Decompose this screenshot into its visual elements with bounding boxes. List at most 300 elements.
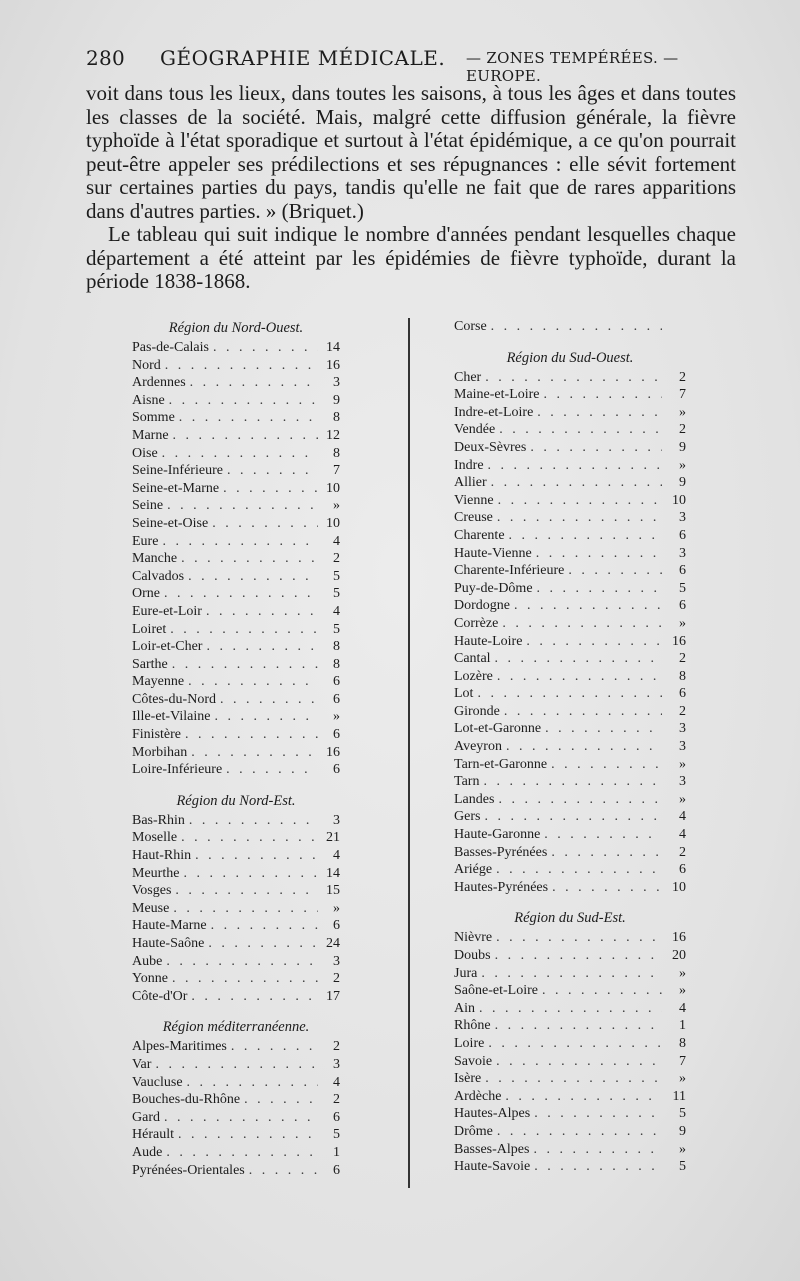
paragraph-1: voit dans tous les lieux, dans toutes les saisons, à tous les âges et dans toutes les classes de la société. Mais, malgré cette diffusion générale, la fièvre typhoïde à l'état sporadique et surtout à l'état épidémique, a ce qu'on pourrait peut-être appeler ses prédilections et ses répugnances : elle sévit fortement sur certaines parties du pays, tandis qu'elle ne fait que de rares apparitions dans d'autres parties. » (Briquet.) bbox=[86, 81, 736, 223]
epidemic-years: 6 bbox=[333, 691, 340, 707]
table-row bbox=[132, 427, 340, 445]
table-row bbox=[132, 480, 340, 498]
table-row bbox=[132, 812, 340, 830]
department-name: Haut-Rhin bbox=[132, 848, 192, 864]
epidemic-years: 3 bbox=[333, 375, 340, 391]
epidemic-years: 11 bbox=[672, 1088, 686, 1104]
leader-dots bbox=[173, 427, 318, 445]
table-row bbox=[132, 585, 340, 603]
department-name: Sarthe bbox=[132, 656, 168, 672]
region-title: Région du Nord-Est. bbox=[176, 792, 296, 809]
leader-dots bbox=[165, 357, 318, 375]
table-row bbox=[454, 965, 686, 983]
region-title: Région du Nord-Ouest. bbox=[168, 320, 304, 336]
epidemic-years: 2 bbox=[679, 703, 686, 719]
table-row bbox=[132, 550, 340, 568]
department-name: Nièvre bbox=[454, 930, 493, 946]
epidemic-years: 4 bbox=[679, 809, 686, 825]
table-row bbox=[454, 1053, 686, 1071]
table-row bbox=[454, 615, 686, 633]
department-name: Loir-et-Cher bbox=[132, 639, 203, 655]
epidemic-years: » bbox=[679, 1141, 686, 1157]
leader-dots bbox=[162, 533, 318, 551]
leader-dots bbox=[536, 545, 662, 563]
epidemic-years: 6 bbox=[333, 727, 340, 743]
table-row bbox=[132, 1144, 340, 1162]
department-name: Rhône bbox=[454, 1018, 491, 1034]
department-name: Maine-et-Loire bbox=[454, 387, 540, 403]
table-row bbox=[132, 1126, 340, 1144]
leader-dots bbox=[191, 988, 318, 1006]
leader-dots bbox=[504, 703, 662, 721]
department-name: Haute-Marne bbox=[132, 918, 207, 934]
epidemic-years: 1 bbox=[333, 1144, 340, 1160]
leader-dots bbox=[495, 650, 662, 668]
table-row bbox=[454, 318, 686, 336]
leader-dots bbox=[206, 603, 318, 621]
running-subtitle: — ZONES TEMPÉRÉES. — EUROPE. bbox=[466, 49, 679, 85]
epidemic-years: 2 bbox=[333, 1039, 340, 1055]
department-name: Mayenne bbox=[132, 674, 185, 690]
epidemic-years: 3 bbox=[679, 721, 686, 737]
table-row bbox=[132, 392, 340, 410]
table-row bbox=[132, 1109, 340, 1127]
table-row bbox=[132, 847, 340, 865]
department-name: Isère bbox=[454, 1071, 482, 1087]
department-name: Meuse bbox=[132, 900, 170, 916]
department-name: Meurthe bbox=[132, 865, 180, 881]
department-name: Aveyron bbox=[454, 739, 502, 755]
department-name: Orne bbox=[132, 586, 160, 602]
table-row bbox=[454, 738, 686, 756]
epidemic-years: 7 bbox=[333, 463, 340, 479]
epidemic-years: » bbox=[679, 791, 686, 807]
epidemic-years: 24 bbox=[326, 936, 340, 951]
epidemic-years: 12 bbox=[326, 427, 340, 443]
epidemic-years: 2 bbox=[679, 651, 686, 667]
table-row bbox=[454, 756, 686, 774]
epidemic-years: » bbox=[679, 615, 686, 631]
epidemic-years: » bbox=[333, 900, 340, 916]
department-name: Haute-Garonne bbox=[454, 827, 541, 843]
table-row bbox=[454, 597, 686, 615]
leader-dots bbox=[220, 691, 318, 709]
department-name: Aude bbox=[132, 1144, 163, 1160]
epidemic-years: 5 bbox=[333, 621, 340, 637]
epidemic-years: 4 bbox=[333, 533, 340, 549]
epidemic-years: 21 bbox=[326, 830, 340, 846]
table-row bbox=[132, 726, 340, 744]
leader-dots bbox=[551, 844, 662, 862]
department-name: Vendée bbox=[454, 422, 496, 438]
leader-dots bbox=[483, 773, 662, 791]
department-name: Allier bbox=[454, 475, 487, 491]
epidemic-years: 16 bbox=[672, 633, 686, 649]
department-name: Lot-et-Garonne bbox=[454, 721, 542, 737]
leader-dots bbox=[164, 1109, 318, 1127]
epidemic-years: 5 bbox=[333, 568, 340, 584]
leader-dots bbox=[506, 738, 662, 756]
department-name: Savoie bbox=[454, 1053, 493, 1069]
department-name: Dordogne bbox=[454, 598, 510, 614]
table-row bbox=[454, 580, 686, 598]
leader-dots bbox=[498, 791, 662, 809]
department-name: Gers bbox=[454, 809, 481, 825]
leader-dots bbox=[179, 409, 318, 427]
department-name: Yonne bbox=[132, 971, 168, 987]
table-row bbox=[132, 445, 340, 463]
region-title: Région du Sud-Ouest. bbox=[506, 349, 634, 366]
epidemic-years: 8 bbox=[333, 410, 340, 426]
epidemic-years: 8 bbox=[333, 656, 340, 672]
table-row bbox=[454, 861, 686, 879]
table-row bbox=[132, 1091, 340, 1109]
epidemic-years: 10 bbox=[326, 480, 340, 496]
leader-dots bbox=[188, 673, 318, 691]
region-title: Région du Sud-Est. bbox=[514, 910, 626, 927]
table-row bbox=[132, 568, 340, 586]
department-name: Lot bbox=[454, 686, 474, 702]
leader-dots bbox=[185, 726, 318, 744]
leader-dots bbox=[497, 668, 662, 686]
leader-dots bbox=[496, 1053, 662, 1071]
epidemic-years: 16 bbox=[672, 930, 686, 946]
leader-dots bbox=[170, 621, 318, 639]
department-name: Ardèche bbox=[454, 1088, 502, 1104]
leader-dots bbox=[178, 1126, 318, 1144]
table-row bbox=[454, 457, 686, 475]
leader-dots bbox=[175, 882, 318, 900]
page-number: 280 bbox=[86, 46, 126, 70]
department-name: Somme bbox=[132, 410, 175, 426]
department-name: Côtes-du-Nord bbox=[132, 691, 216, 707]
department-name: Oise bbox=[132, 445, 158, 461]
table-row bbox=[454, 773, 686, 791]
department-name: Loiret bbox=[132, 621, 167, 637]
table-row bbox=[132, 1056, 340, 1074]
epidemic-years: 14 bbox=[326, 865, 340, 881]
department-name: Seine-et-Oise bbox=[132, 515, 209, 531]
table-row bbox=[454, 650, 686, 668]
leader-dots bbox=[162, 445, 318, 463]
epidemic-years: 8 bbox=[333, 445, 340, 461]
epidemic-years: 16 bbox=[326, 744, 340, 760]
table-row bbox=[132, 409, 340, 427]
leader-dots bbox=[552, 879, 662, 897]
department-name: Finistère bbox=[132, 727, 181, 743]
department-name: Pyrénées-Orientales bbox=[132, 1162, 245, 1178]
leader-dots bbox=[167, 497, 318, 515]
table-row bbox=[454, 1000, 686, 1018]
table-row bbox=[132, 374, 340, 392]
leader-dots bbox=[231, 1038, 318, 1056]
table-row bbox=[454, 1035, 686, 1053]
table-row bbox=[454, 791, 686, 809]
department-name: Basses-Pyrénées bbox=[454, 844, 548, 860]
epidemic-years: 3 bbox=[679, 510, 686, 526]
leader-dots bbox=[530, 439, 662, 457]
leader-dots bbox=[505, 1088, 662, 1106]
table-row bbox=[454, 720, 686, 738]
leader-dots bbox=[479, 1000, 662, 1018]
table-row bbox=[132, 953, 340, 971]
department-name: Indre-et-Loire bbox=[454, 404, 534, 420]
department-name: Gironde bbox=[454, 703, 500, 719]
leader-dots bbox=[189, 812, 318, 830]
table-row bbox=[132, 744, 340, 762]
leader-dots bbox=[191, 744, 318, 762]
epidemic-years: 6 bbox=[679, 598, 686, 614]
leader-dots bbox=[227, 462, 318, 480]
department-name: Haute-Loire bbox=[454, 633, 523, 649]
table-row bbox=[454, 982, 686, 1000]
table-row bbox=[454, 1070, 686, 1088]
table-row bbox=[454, 404, 686, 422]
department-name: Vienne bbox=[454, 492, 494, 508]
leader-dots bbox=[212, 515, 318, 533]
table-row bbox=[132, 621, 340, 639]
leader-dots bbox=[568, 562, 662, 580]
leader-dots bbox=[190, 374, 318, 392]
epidemic-years: 4 bbox=[333, 848, 340, 864]
epidemic-years: 6 bbox=[679, 862, 686, 878]
table-row bbox=[454, 879, 686, 897]
table-row bbox=[454, 685, 686, 703]
leader-dots bbox=[484, 808, 662, 826]
table-row bbox=[132, 339, 340, 357]
table-row bbox=[454, 668, 686, 686]
epidemic-years: 6 bbox=[333, 1162, 340, 1178]
department-name: Manche bbox=[132, 551, 178, 567]
epidemic-years: 9 bbox=[333, 392, 340, 408]
department-name: Eure-et-Loir bbox=[132, 603, 202, 619]
leader-dots bbox=[533, 1141, 662, 1159]
department-name: Alpes-Maritimes bbox=[132, 1039, 227, 1055]
table-row bbox=[132, 935, 340, 953]
table-right-column bbox=[454, 318, 686, 1176]
table-row bbox=[454, 386, 686, 404]
department-name: Bouches-du-Rhône bbox=[132, 1092, 241, 1108]
department-name: Aube bbox=[132, 953, 163, 969]
leader-dots bbox=[166, 953, 318, 971]
table-row bbox=[454, 1088, 686, 1106]
table-row bbox=[454, 1141, 686, 1159]
table-row bbox=[454, 492, 686, 510]
leader-dots bbox=[214, 708, 318, 726]
epidemic-years: 2 bbox=[333, 971, 340, 987]
leader-dots bbox=[164, 585, 318, 603]
table-row bbox=[132, 497, 340, 515]
department-name: Nord bbox=[132, 357, 161, 373]
table-row bbox=[454, 369, 686, 387]
leader-dots bbox=[545, 720, 662, 738]
department-name: Haute-Saône bbox=[132, 936, 205, 951]
epidemic-years: 6 bbox=[679, 686, 686, 702]
leader-dots bbox=[213, 339, 318, 357]
department-name: Ardennes bbox=[132, 375, 186, 391]
department-name: Seine-et-Marne bbox=[132, 480, 220, 496]
table-row bbox=[454, 703, 686, 721]
table-row bbox=[454, 826, 686, 844]
epidemic-years: 9 bbox=[679, 439, 686, 455]
table-row bbox=[132, 462, 340, 480]
epidemic-years: » bbox=[333, 709, 340, 725]
leader-dots bbox=[477, 685, 662, 703]
department-name: Corse bbox=[454, 319, 487, 334]
epidemic-years: 9 bbox=[679, 475, 686, 491]
table-row bbox=[454, 929, 686, 947]
table-row bbox=[132, 691, 340, 709]
department-name: Deux-Sèvres bbox=[454, 439, 527, 455]
table-row bbox=[132, 829, 340, 847]
epidemic-years: 4 bbox=[679, 827, 686, 843]
department-name: Puy-de-Dôme bbox=[454, 580, 533, 596]
table-row bbox=[454, 1123, 686, 1141]
epidemic-years: 15 bbox=[326, 883, 340, 899]
epidemic-years: 2 bbox=[333, 551, 340, 567]
epidemic-years: 2 bbox=[679, 369, 686, 385]
epidemic-years: 7 bbox=[679, 387, 686, 403]
leader-dots bbox=[491, 474, 662, 492]
leader-dots bbox=[208, 935, 318, 953]
epidemic-years: 17 bbox=[326, 988, 340, 1004]
epidemic-years: 10 bbox=[326, 515, 340, 531]
department-name: Creuse bbox=[454, 510, 493, 526]
table-row bbox=[132, 970, 340, 988]
leader-dots bbox=[534, 1158, 662, 1176]
epidemic-years: 4 bbox=[333, 1074, 340, 1090]
table-row bbox=[454, 509, 686, 527]
epidemic-years: 7 bbox=[679, 1053, 686, 1069]
department-name: Corrèze bbox=[454, 615, 499, 631]
table-row bbox=[454, 1017, 686, 1035]
table-row bbox=[132, 865, 340, 883]
epidemic-years: 3 bbox=[679, 545, 686, 561]
department-name: Indre bbox=[454, 457, 484, 473]
epidemic-years: » bbox=[679, 457, 686, 473]
epidemic-years: 8 bbox=[679, 1035, 686, 1051]
department-name: Seine-Inférieure bbox=[132, 463, 223, 479]
table-row bbox=[132, 988, 340, 1006]
leader-dots bbox=[244, 1091, 318, 1109]
table-row bbox=[454, 421, 686, 439]
leader-dots bbox=[537, 404, 662, 422]
department-name: Ain bbox=[454, 1000, 475, 1016]
department-name: Loire bbox=[454, 1035, 485, 1051]
table-row bbox=[454, 947, 686, 965]
leader-dots bbox=[488, 457, 662, 475]
department-name: Morbihan bbox=[132, 744, 188, 760]
leader-dots bbox=[206, 638, 318, 656]
leader-dots bbox=[502, 615, 662, 633]
epidemic-years: 6 bbox=[333, 762, 340, 778]
leader-dots bbox=[496, 861, 662, 879]
table-row bbox=[132, 357, 340, 375]
leader-dots bbox=[223, 480, 318, 498]
epidemic-years: 16 bbox=[326, 357, 340, 373]
department-name: Vaucluse bbox=[132, 1074, 183, 1090]
leader-dots bbox=[534, 1105, 662, 1123]
epidemic-years: 3 bbox=[679, 739, 686, 755]
epidemic-years: 8 bbox=[679, 668, 686, 684]
leader-dots bbox=[495, 1017, 662, 1035]
epidemic-years: » bbox=[679, 404, 686, 420]
department-name: Drôme bbox=[454, 1123, 493, 1139]
department-name: Doubs bbox=[454, 948, 491, 963]
table-row bbox=[132, 900, 340, 918]
table-row bbox=[454, 545, 686, 563]
column-divider bbox=[408, 318, 410, 1188]
department-name: Haute-Vienne bbox=[454, 545, 532, 561]
leader-dots bbox=[497, 509, 662, 527]
department-name: Seine bbox=[132, 498, 164, 514]
leader-dots bbox=[488, 1035, 662, 1053]
department-name: Eure bbox=[132, 533, 159, 549]
table-row bbox=[132, 708, 340, 726]
leader-dots bbox=[498, 492, 662, 510]
table-row bbox=[132, 515, 340, 533]
epidemic-years: 4 bbox=[333, 603, 340, 619]
epidemic-years: 6 bbox=[679, 563, 686, 579]
epidemic-years: 3 bbox=[333, 953, 340, 969]
epidemic-years: 3 bbox=[333, 812, 340, 828]
table-row bbox=[132, 1074, 340, 1092]
table-row bbox=[454, 474, 686, 492]
epidemic-years: 4 bbox=[679, 1000, 686, 1016]
department-name: Haute-Savoie bbox=[454, 1159, 531, 1175]
department-name: Ariége bbox=[454, 862, 493, 878]
table-row bbox=[132, 638, 340, 656]
running-header bbox=[86, 46, 736, 85]
leader-dots bbox=[181, 829, 318, 847]
department-name: Gard bbox=[132, 1109, 160, 1125]
department-name: Cher bbox=[454, 369, 482, 385]
department-name: Var bbox=[132, 1056, 152, 1072]
leader-dots bbox=[542, 982, 662, 1000]
epidemic-years: » bbox=[333, 498, 340, 514]
department-name: Moselle bbox=[132, 830, 178, 846]
leader-dots bbox=[551, 756, 662, 774]
leader-dots bbox=[497, 1123, 662, 1141]
department-name: Bas-Rhin bbox=[132, 812, 185, 828]
department-name: Jura bbox=[454, 965, 478, 981]
epidemic-years: 5 bbox=[679, 580, 686, 596]
epidemic-years: 2 bbox=[679, 422, 686, 438]
epidemic-years: 2 bbox=[333, 1092, 340, 1108]
department-name: Côte-d'Or bbox=[132, 988, 188, 1004]
leader-dots bbox=[187, 1074, 318, 1092]
epidemic-years: 3 bbox=[679, 774, 686, 790]
department-name: Tarn-et-Garonne bbox=[454, 756, 548, 772]
table-row bbox=[132, 1038, 340, 1056]
epidemic-years: 14 bbox=[326, 340, 340, 355]
table-row bbox=[454, 1158, 686, 1176]
table-row bbox=[454, 844, 686, 862]
leader-dots bbox=[495, 947, 662, 965]
department-name: Aisne bbox=[132, 392, 165, 408]
body-text bbox=[86, 82, 736, 294]
epidemic-years: 1 bbox=[679, 1018, 686, 1034]
department-name: Hérault bbox=[132, 1127, 174, 1143]
epidemic-years: 10 bbox=[672, 492, 686, 508]
leader-dots bbox=[188, 568, 318, 586]
leader-dots bbox=[537, 580, 662, 598]
leader-dots bbox=[155, 1056, 318, 1074]
leader-dots bbox=[211, 917, 318, 935]
epidemic-years: 2 bbox=[679, 844, 686, 860]
epidemic-years: 8 bbox=[333, 639, 340, 655]
table-row bbox=[132, 1162, 340, 1180]
